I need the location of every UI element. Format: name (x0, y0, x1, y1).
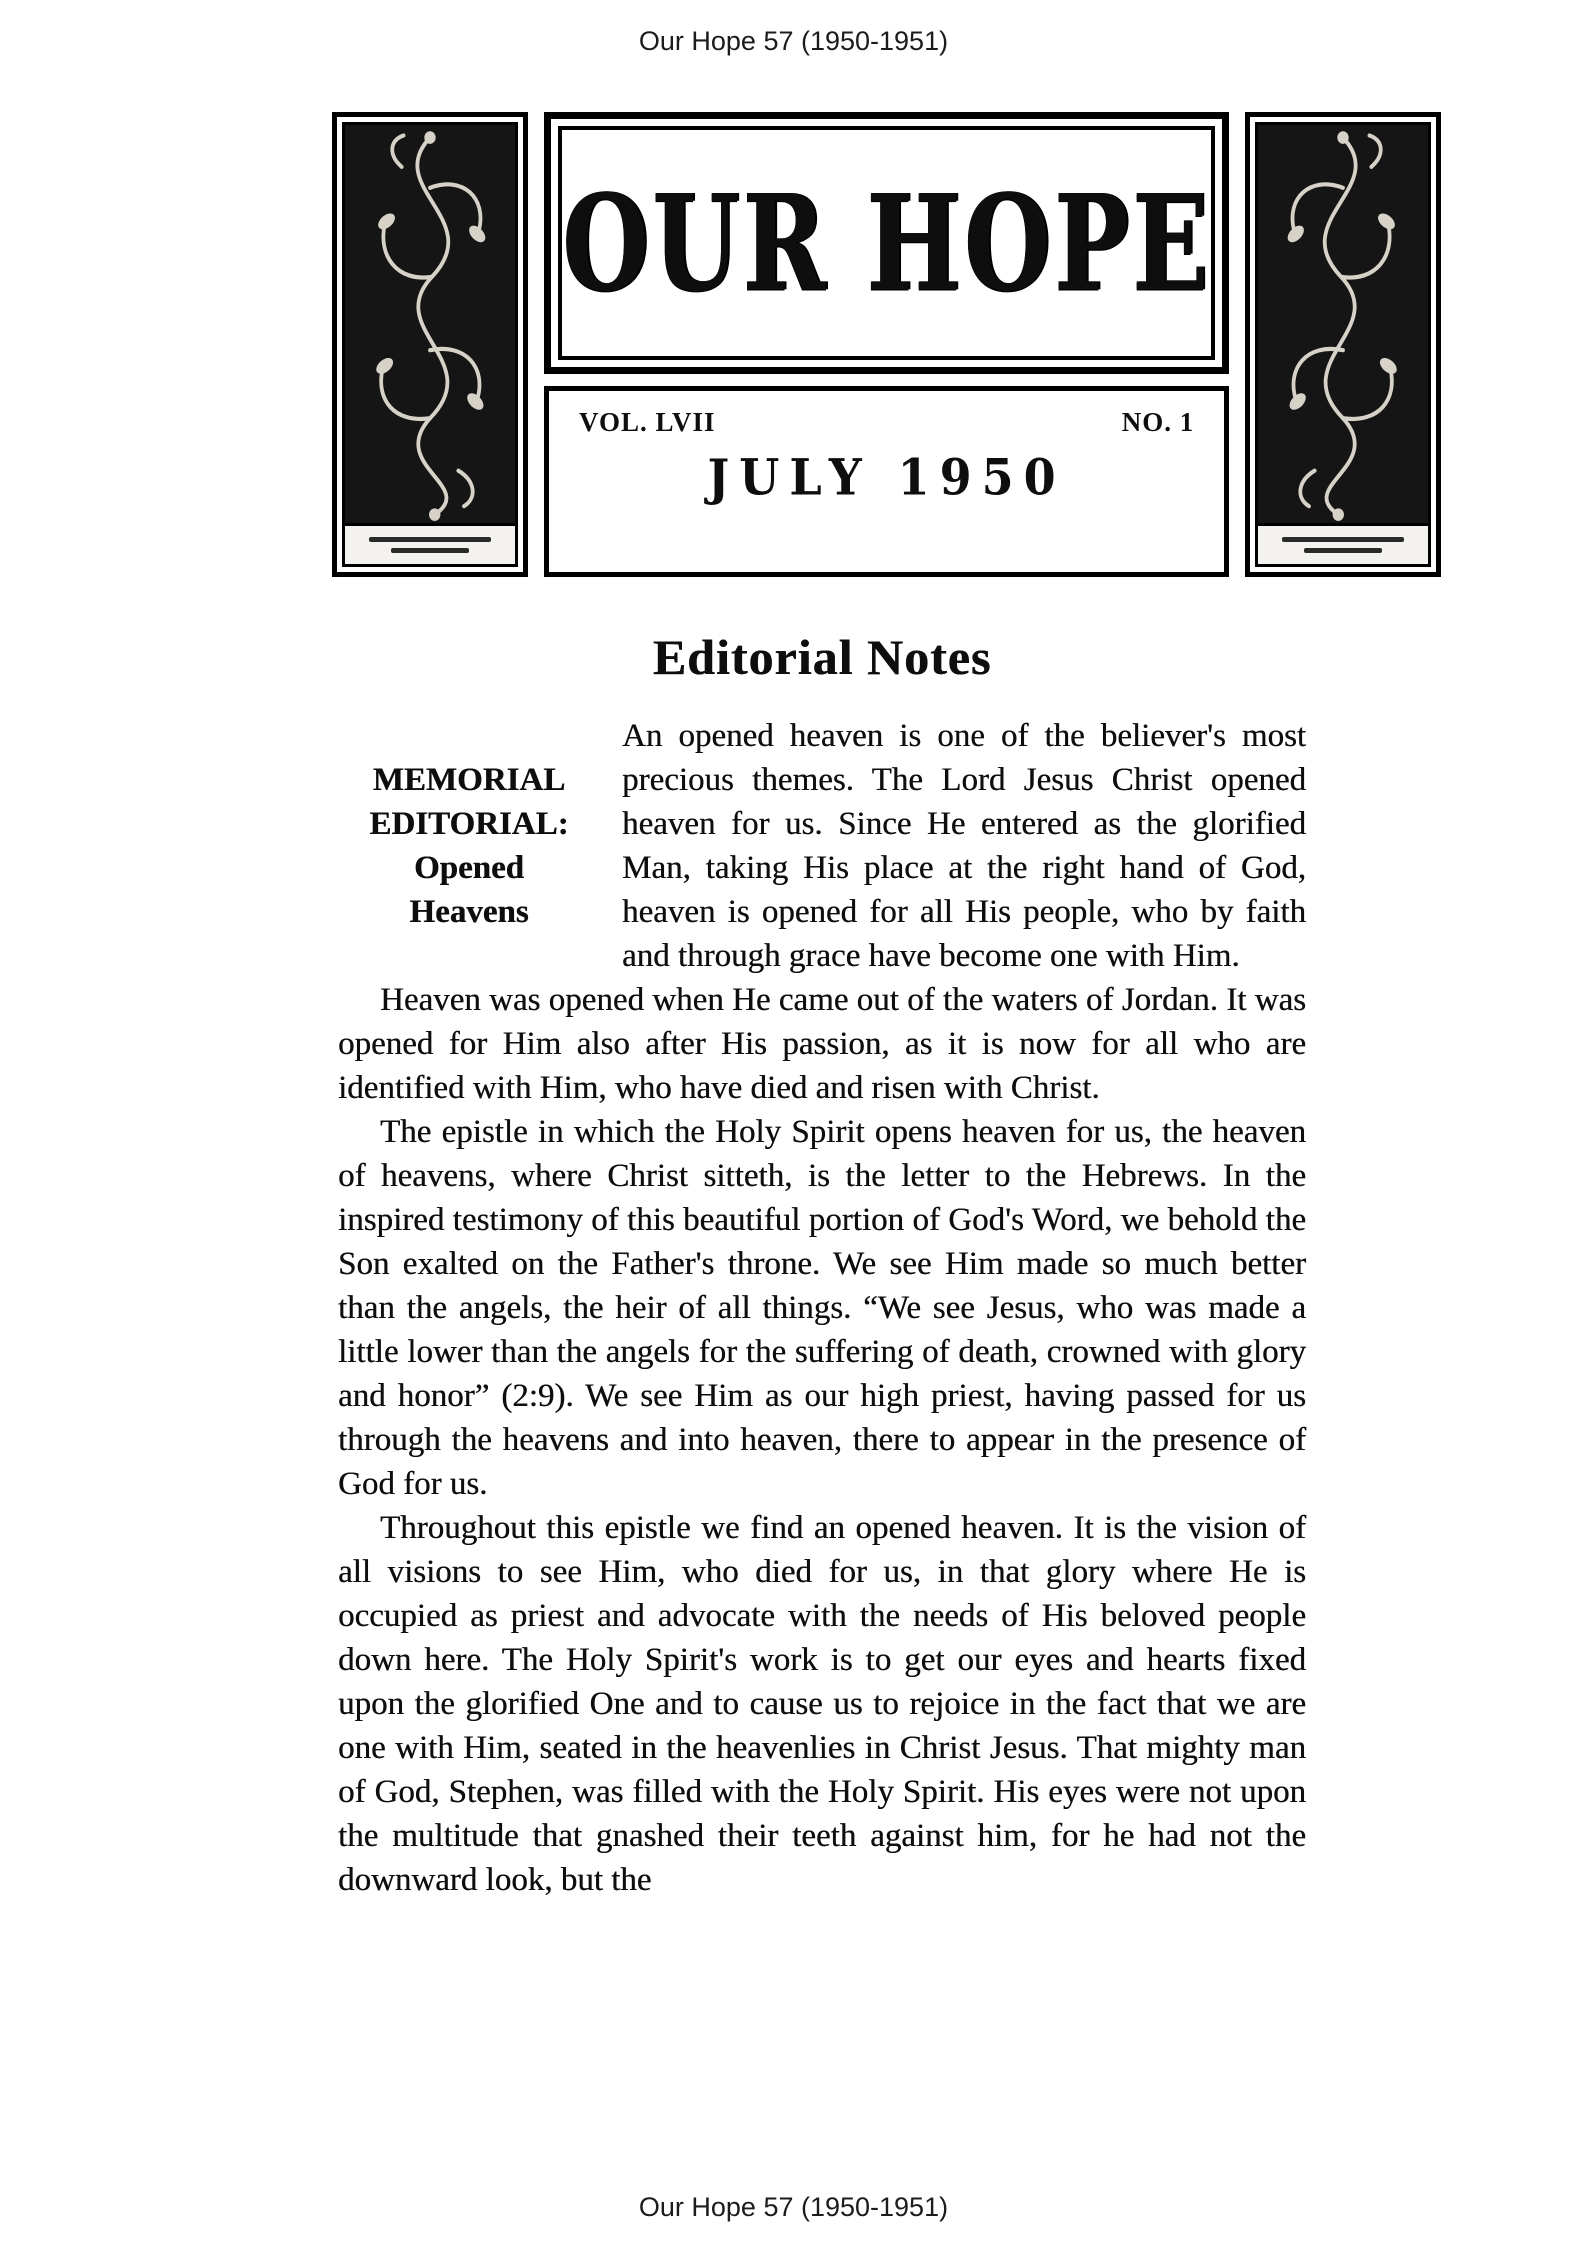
editorial-sidenote (338, 714, 600, 978)
issue-date: JULY 1950 (707, 447, 1066, 507)
ornament-caption-right (1258, 523, 1428, 564)
foliage-engraving-icon (1258, 125, 1428, 523)
issue-number: NO. 1 (1121, 407, 1195, 437)
sidenote-line: EDITORIAL: (369, 806, 569, 842)
paragraph-text: An opened heaven is one of the believer's most precious themes. The Lord Jesus Christ opened heaven for us. Since He entered as the glorified Man, taking His place at the right hand of God, heaven is opened for all His people, who by faith and through grace have become one with Him. (622, 718, 1306, 974)
paragraph-3: The epistle in which the Holy Spirit opens heaven for us, the heaven of heavens, where Christ sitteth, is the letter to the Hebrews. In the inspired testimony of this beautiful portion of God's Word, we behold the Son exalted on the Father's throne. We see Him made so much better than the angels, the heir of all things. “We see Jesus, who was made a little lower than the angels for the suffering of death, crowned with glory and honor” (2:9). We see Him as our high priest, having passed for us through the heavens and into heaven, there to appear in the presence of God for us. (338, 1114, 1306, 1502)
masthead-center (544, 112, 1229, 577)
ornament-panel-right (1245, 112, 1441, 577)
sidenote-line: Heavens (409, 894, 529, 930)
article-body (338, 628, 1306, 1902)
foliage-engraving-icon (345, 125, 515, 523)
paragraph-1 (338, 714, 1306, 978)
publication-title: OUR HOPE (562, 165, 1212, 321)
paragraph-2: Heaven was opened when He came out of the waters of Jordan. It was opened for Him also after His passion, as it is now for all who are identified with Him, who have died and risen with Christ. (338, 982, 1306, 1106)
sidenote-line: Opened (413, 850, 525, 886)
article-heading: Editorial Notes (652, 629, 992, 685)
paragraph-4: Throughout this epistle we find an opened heaven. It is the vision of all visions to see Him, who died for us, in that glory where He is occupied as priest and advocate with the needs of His beloved people down here. The Holy Spirit's work is to get our eyes and hearts fixed upon the glorified One and to cause us to rejoice in the fact that we are one with Him, seated in the heavenlies in Christ Jesus. That mighty man of God, Stephen, was filled with the Holy Spirit. His eyes were not upon the multitude that gnashed their teeth against him, for he had not the downward look, but the (338, 1510, 1306, 1898)
scan-footer-note: Our Hope 57 (1950-1951) (638, 2192, 949, 2222)
masthead-title-box (544, 112, 1229, 374)
ornament-caption-left (345, 523, 515, 564)
ornament-panel-left (332, 112, 528, 577)
scan-header-note: Our Hope 57 (1950-1951) (638, 26, 949, 56)
volume-label: VOL. LVII (579, 407, 716, 437)
masthead-info-box (544, 386, 1229, 577)
masthead (332, 112, 1372, 577)
sidenote-line: MEMORIAL (372, 762, 566, 798)
